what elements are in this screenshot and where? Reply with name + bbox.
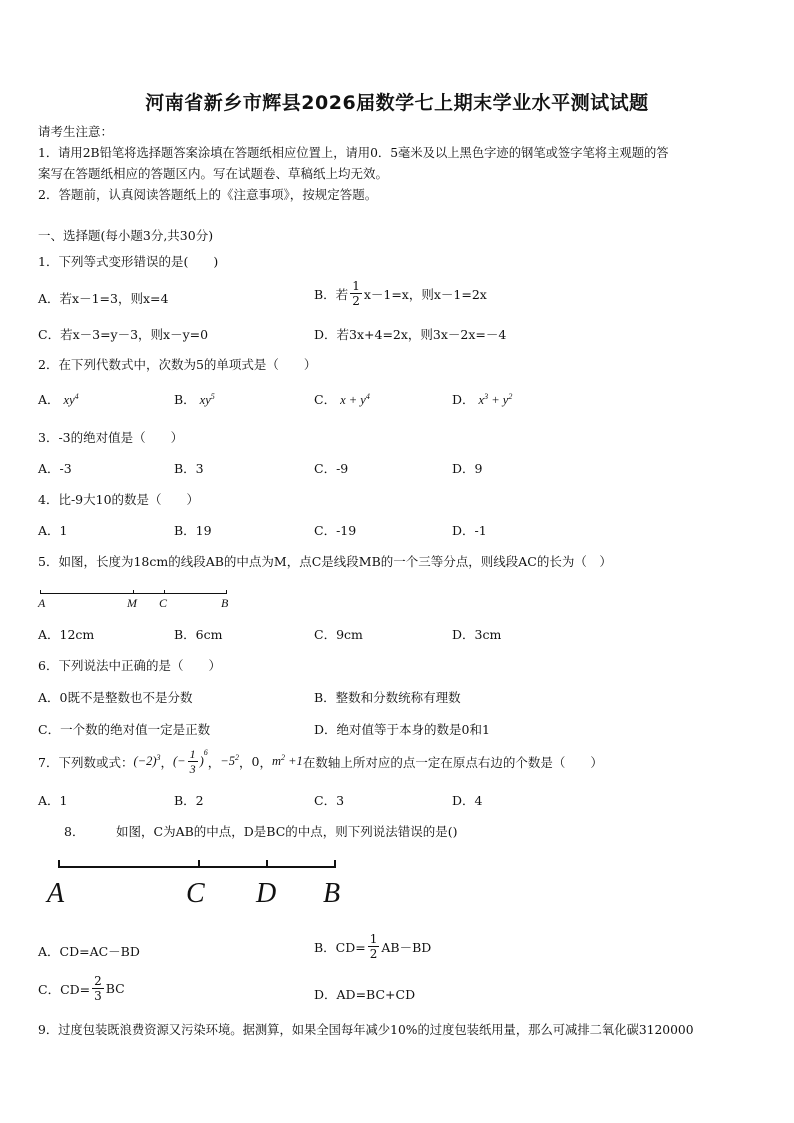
q2-stem: 2．在下列代数式中，次数为5的单项式是（ ） — [38, 357, 317, 372]
q8-option-a: A．CD=AC－BD — [38, 944, 140, 959]
q4-option-d: D．-1 — [452, 523, 487, 538]
q5-option-b: B．6cm — [174, 627, 223, 642]
q7-option-d: D．4 — [452, 793, 483, 808]
q7-e2-fraction — [188, 748, 198, 775]
q6-option-c: C．一个数的绝对值一定是正数 — [38, 722, 211, 737]
q3-stem: 3．-3的绝对值是（ ） — [38, 430, 184, 445]
q9-stem: 9．过度包装既浪费资源又污染环境。据测算，如果全国每年减少10%的过度包装纸用量，那么可减排二氧化碳3120000 — [38, 1023, 694, 1037]
q7-e2-numerator: 1 — [189, 747, 196, 761]
q2-d-label: D． — [452, 392, 475, 407]
q2-option-b — [174, 390, 215, 408]
q7-stem: 7．下列数或式： $(-2)^3$ ， (− $\frac{1}{3}$ ) $^6$ ， $-5^2$ ， 0 ， $m^2 +1$ 在数轴上所对应的点一定在原点右边的个数是（ ） — [38, 747, 603, 776]
q1-b-fraction — [350, 280, 362, 307]
q2-c-label: C． — [314, 392, 337, 407]
q6-option-a: A．0既不是整数也不是分数 — [38, 690, 193, 705]
q8-segment-line — [58, 866, 336, 868]
q8-c-fraction — [92, 975, 104, 1002]
q7-e5-base: m — [271, 754, 281, 769]
q5-option-d: D．3cm — [452, 627, 502, 642]
q6-stem: 6．下列说法中正确的是（ ） — [38, 658, 221, 673]
q5-label-b: B — [221, 596, 229, 610]
q7-option-a: A．1 — [38, 793, 68, 808]
notice-line-2: 2．答题前，认真阅读答题纸上的《注意事项》，按规定答题。 — [38, 187, 378, 202]
q8-tick-c — [198, 860, 200, 868]
q7-e5-post: +1 — [285, 754, 303, 769]
q3-option-d: D．9 — [452, 461, 483, 476]
q7-e2-pre: (− — [173, 754, 186, 768]
q4-option-c: C．-19 — [314, 523, 357, 538]
q1-b-denominator: 2 — [352, 294, 360, 308]
q8-label-d: D — [256, 878, 277, 909]
q3-option-b: B．3 — [174, 461, 204, 476]
q8-label-a: A — [47, 878, 65, 909]
section-heading: 一、选择题(每小题3分,共30分) — [38, 228, 214, 243]
q1-option-d: D．若3x+4=2x，则3x－2x=－4 — [314, 327, 507, 342]
q3-option-a: A．-3 — [38, 461, 72, 476]
q2-b-exp: 5 — [210, 391, 215, 401]
q8-c-prefix: C．CD= — [38, 981, 91, 997]
q7-stem-prefix: 7．下列数或式： — [38, 754, 134, 770]
q7-stem-suffix: 在数轴上所对应的点一定在原点右边的个数是（ ） — [302, 754, 603, 770]
page-title: 河南省新乡市辉县2026届数学七上期末学业水平测试试题 — [145, 92, 649, 114]
q2-d-mid: + y — [488, 393, 509, 407]
q1-b-prefix: B．若 — [314, 286, 349, 302]
q5-stem: 5．如图，长度为18cm的线段AB的中点为M，点C是线段MB的一个三等分点，则线段AC的长为（ ） — [38, 554, 612, 569]
q7-e1-exp: 3 — [156, 753, 161, 763]
q7-option-b: B．2 — [174, 793, 204, 808]
q8-option-d: D．AD=BC+CD — [314, 987, 416, 1002]
q6-option-d: D．绝对值等于本身的数是0和1 — [314, 722, 490, 737]
q2-b-expr — [200, 393, 215, 407]
q8-c-numerator: 2 — [94, 974, 102, 988]
q7-expr-5 — [272, 753, 303, 769]
q8-tick-b — [334, 860, 336, 868]
q2-a-exp: 4 — [74, 391, 79, 401]
q2-d-expr — [479, 393, 513, 407]
q2-a-base: xy — [63, 393, 75, 407]
notice-line-1b: 案写在答题纸相应的答题区内。写在试题卷、草稿纸上均无效。 — [38, 166, 389, 181]
q8-label-c: C — [186, 878, 205, 909]
q2-c-base: x + y — [340, 393, 366, 407]
q8-number: 8． — [64, 824, 85, 839]
q8-c-suffix: BC — [105, 981, 125, 996]
q8-stem: 如图，C为AB的中点，D是BC的中点，则下列说法错误的是() — [116, 824, 458, 839]
q2-d-exp2: 2 — [508, 391, 513, 401]
q1-option-c: C．若x－3=y－3，则x－y=0 — [38, 327, 209, 342]
q4-option-b: B．19 — [174, 523, 212, 538]
q4-option-a: A．1 — [38, 523, 68, 538]
q2-d-base1: x — [478, 393, 485, 407]
q7-expr-2 — [173, 748, 208, 775]
q7-option-c: C．3 — [314, 793, 345, 808]
q7-e2-exp: 6 — [203, 748, 208, 757]
q7-e2-denominator: 3 — [189, 762, 196, 776]
q2-option-d — [452, 390, 512, 408]
q8-b-suffix: AB－BD — [381, 939, 432, 955]
q8-label-b: B — [323, 878, 341, 909]
q3-option-c: C．-9 — [314, 461, 349, 476]
q5-tick-m — [133, 590, 134, 594]
q7-e3-exp: 2 — [234, 753, 239, 763]
q7-e3-base: −5 — [220, 754, 235, 769]
q1-stem: 1．下列等式变形错误的是( ) — [38, 254, 219, 269]
q1-b-suffix: x－1=x，则x－1=2x — [363, 286, 487, 302]
q7-expr-1 — [133, 753, 160, 769]
q8-tick-a — [58, 860, 60, 868]
q1-option-b — [314, 280, 487, 307]
q7-expr-4: 0 — [251, 754, 260, 769]
q2-b-base: xy — [199, 393, 211, 407]
q2-c-expr — [340, 393, 370, 407]
q7-e2-post: ) — [199, 754, 204, 768]
q8-c-denominator: 3 — [94, 989, 102, 1003]
q5-tick-b — [226, 590, 227, 594]
q2-b-label: B． — [174, 392, 196, 407]
q5-label-c: C — [159, 596, 168, 610]
q5-option-a: A．12cm — [38, 627, 95, 642]
q2-a-label: A． — [38, 392, 60, 407]
q2-c-exp: 4 — [365, 391, 370, 401]
q7-expr-3 — [220, 753, 239, 769]
q1-b-numerator: 1 — [352, 279, 360, 293]
notice-line-1a: 1．请用2B铅笔将选择题答案涂填在答题纸相应位置上，请用0．5毫米及以上黑色字迹的钢笔或签字笔将主观题的答 — [38, 146, 669, 160]
q8-option-c — [38, 975, 125, 1002]
q8-tick-d — [266, 860, 268, 868]
q7-e1-base: (−2) — [133, 754, 157, 769]
q2-option-a — [38, 390, 79, 408]
q4-stem: 4．比-9大10的数是（ ） — [38, 492, 200, 507]
q8-b-numerator: 1 — [369, 932, 378, 946]
q5-label-m: M — [127, 596, 137, 610]
q8-option-b — [314, 933, 431, 960]
q5-tick-c — [164, 590, 165, 594]
q8-b-fraction — [368, 933, 380, 960]
q5-tick-a — [40, 590, 41, 594]
q5-label-a: A — [38, 596, 46, 610]
q6-option-b: B．整数和分数统称有理数 — [314, 690, 461, 705]
q5-option-c: C．9cm — [314, 627, 363, 642]
q2-d-exp1: 3 — [484, 391, 489, 401]
q1-option-a: A．若x－1=3，则x=4 — [38, 291, 169, 306]
q8-b-prefix: B．CD= — [314, 939, 366, 955]
notice-heading: 请考生注意： — [38, 124, 114, 139]
q8-b-denominator: 2 — [369, 947, 378, 961]
q2-option-c — [314, 390, 370, 408]
q7-e5-exp: 2 — [281, 753, 285, 763]
q2-a-expr — [64, 393, 79, 407]
